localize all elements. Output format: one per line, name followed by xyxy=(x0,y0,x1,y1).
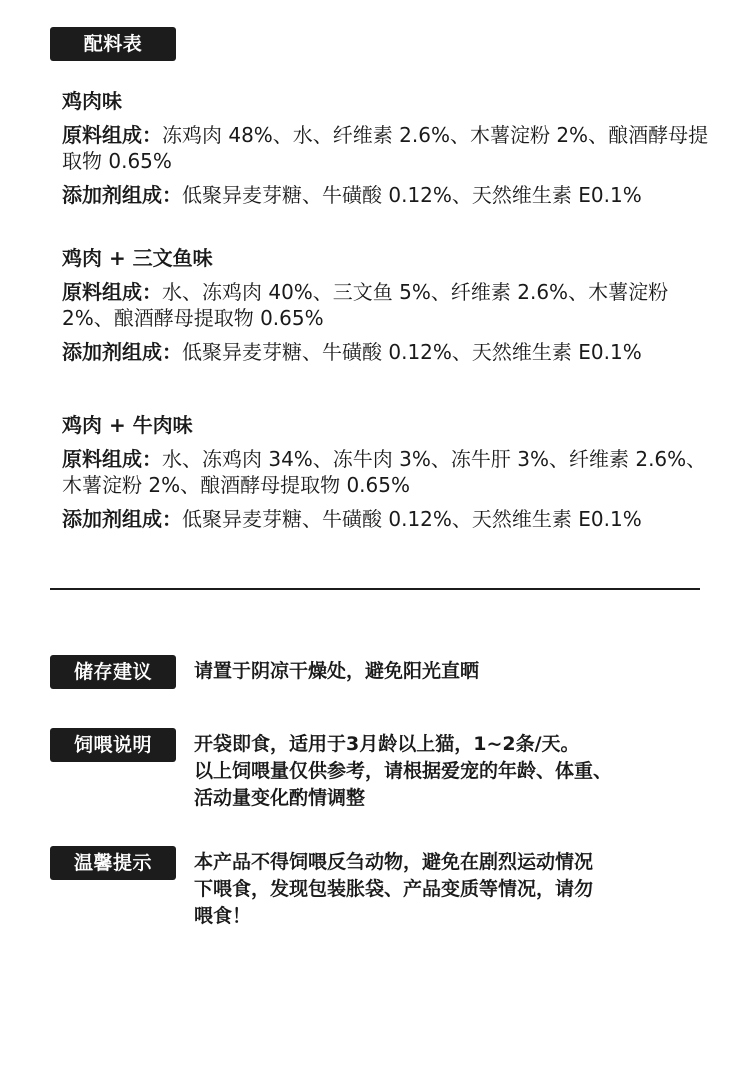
raw-ingredients xyxy=(62,122,710,174)
flavor-title: 鸡肉 + 三文鱼味 xyxy=(62,246,213,270)
additive-ingredients-value: 低聚异麦芽糖、牛磺酸 0.12%、天然维生素 E0.1% xyxy=(182,507,642,531)
flavor-chicken xyxy=(62,88,710,216)
feeding-text xyxy=(194,731,694,812)
ingredients-tag: 配料表 xyxy=(50,27,176,61)
flavor-chicken-beef xyxy=(62,412,710,540)
additive-ingredients xyxy=(62,182,710,208)
feeding-line: 开袋即食，适用于3月龄以上猫，1~2条/天。 xyxy=(194,733,580,755)
additive-ingredients xyxy=(62,506,710,532)
additive-ingredients-value: 低聚异麦芽糖、牛磺酸 0.12%、天然维生素 E0.1% xyxy=(182,183,642,207)
flavor-chicken-salmon xyxy=(62,245,710,373)
additive-ingredients-value: 低聚异麦芽糖、牛磺酸 0.12%、天然维生素 E0.1% xyxy=(182,340,642,364)
flavor-title: 鸡肉 + 牛肉味 xyxy=(62,413,193,437)
flavor-title: 鸡肉味 xyxy=(62,89,122,113)
feeding-line: 以上饲喂量仅供参考，请根据爱宠的年龄、体重、 xyxy=(194,760,613,782)
section-divider xyxy=(50,588,700,590)
additive-ingredients-label: 添加剂组成： xyxy=(62,340,182,364)
storage-tag: 储存建议 xyxy=(50,655,176,689)
raw-ingredients-label: 原料组成： xyxy=(62,447,162,471)
raw-ingredients-label: 原料组成： xyxy=(62,123,162,147)
additive-ingredients xyxy=(62,339,710,365)
storage-line: 请置于阴凉干燥处，避免阳光直晒 xyxy=(194,660,480,682)
additive-ingredients-label: 添加剂组成： xyxy=(62,507,182,531)
raw-ingredients xyxy=(62,279,710,331)
raw-ingredients-value: 水、冻鸡肉 40%、三文鱼 5%、纤维素 2.6%、木薯淀粉 2%、酿酒酵母提取物 0.65% xyxy=(62,280,669,330)
warning-text xyxy=(194,849,694,930)
raw-ingredients-value: 冻鸡肉 48%、水、纤维素 2.6%、木薯淀粉 2%、酿酒酵母提取物 0.65% xyxy=(62,123,709,173)
raw-ingredients xyxy=(62,446,710,498)
raw-ingredients-value: 水、冻鸡肉 34%、冻牛肉 3%、冻牛肝 3%、纤维素 2.6%、木薯淀粉 2%、酿酒酵母提取物 0.65% xyxy=(62,447,707,497)
warning-tag: 温馨提示 xyxy=(50,846,176,880)
warning-line: 本产品不得饲喂反刍动物，避免在剧烈运动情况 xyxy=(194,851,594,873)
raw-ingredients-label: 原料组成： xyxy=(62,280,162,304)
warning-line: 喂食！ xyxy=(194,905,252,927)
feeding-tag: 饲喂说明 xyxy=(50,728,176,762)
additive-ingredients-label: 添加剂组成： xyxy=(62,183,182,207)
feeding-line: 活动量变化酌情调整 xyxy=(194,787,366,809)
storage-text xyxy=(194,658,694,685)
warning-line: 下喂食，发现包装胀袋、产品变质等情况，请勿 xyxy=(194,878,594,900)
